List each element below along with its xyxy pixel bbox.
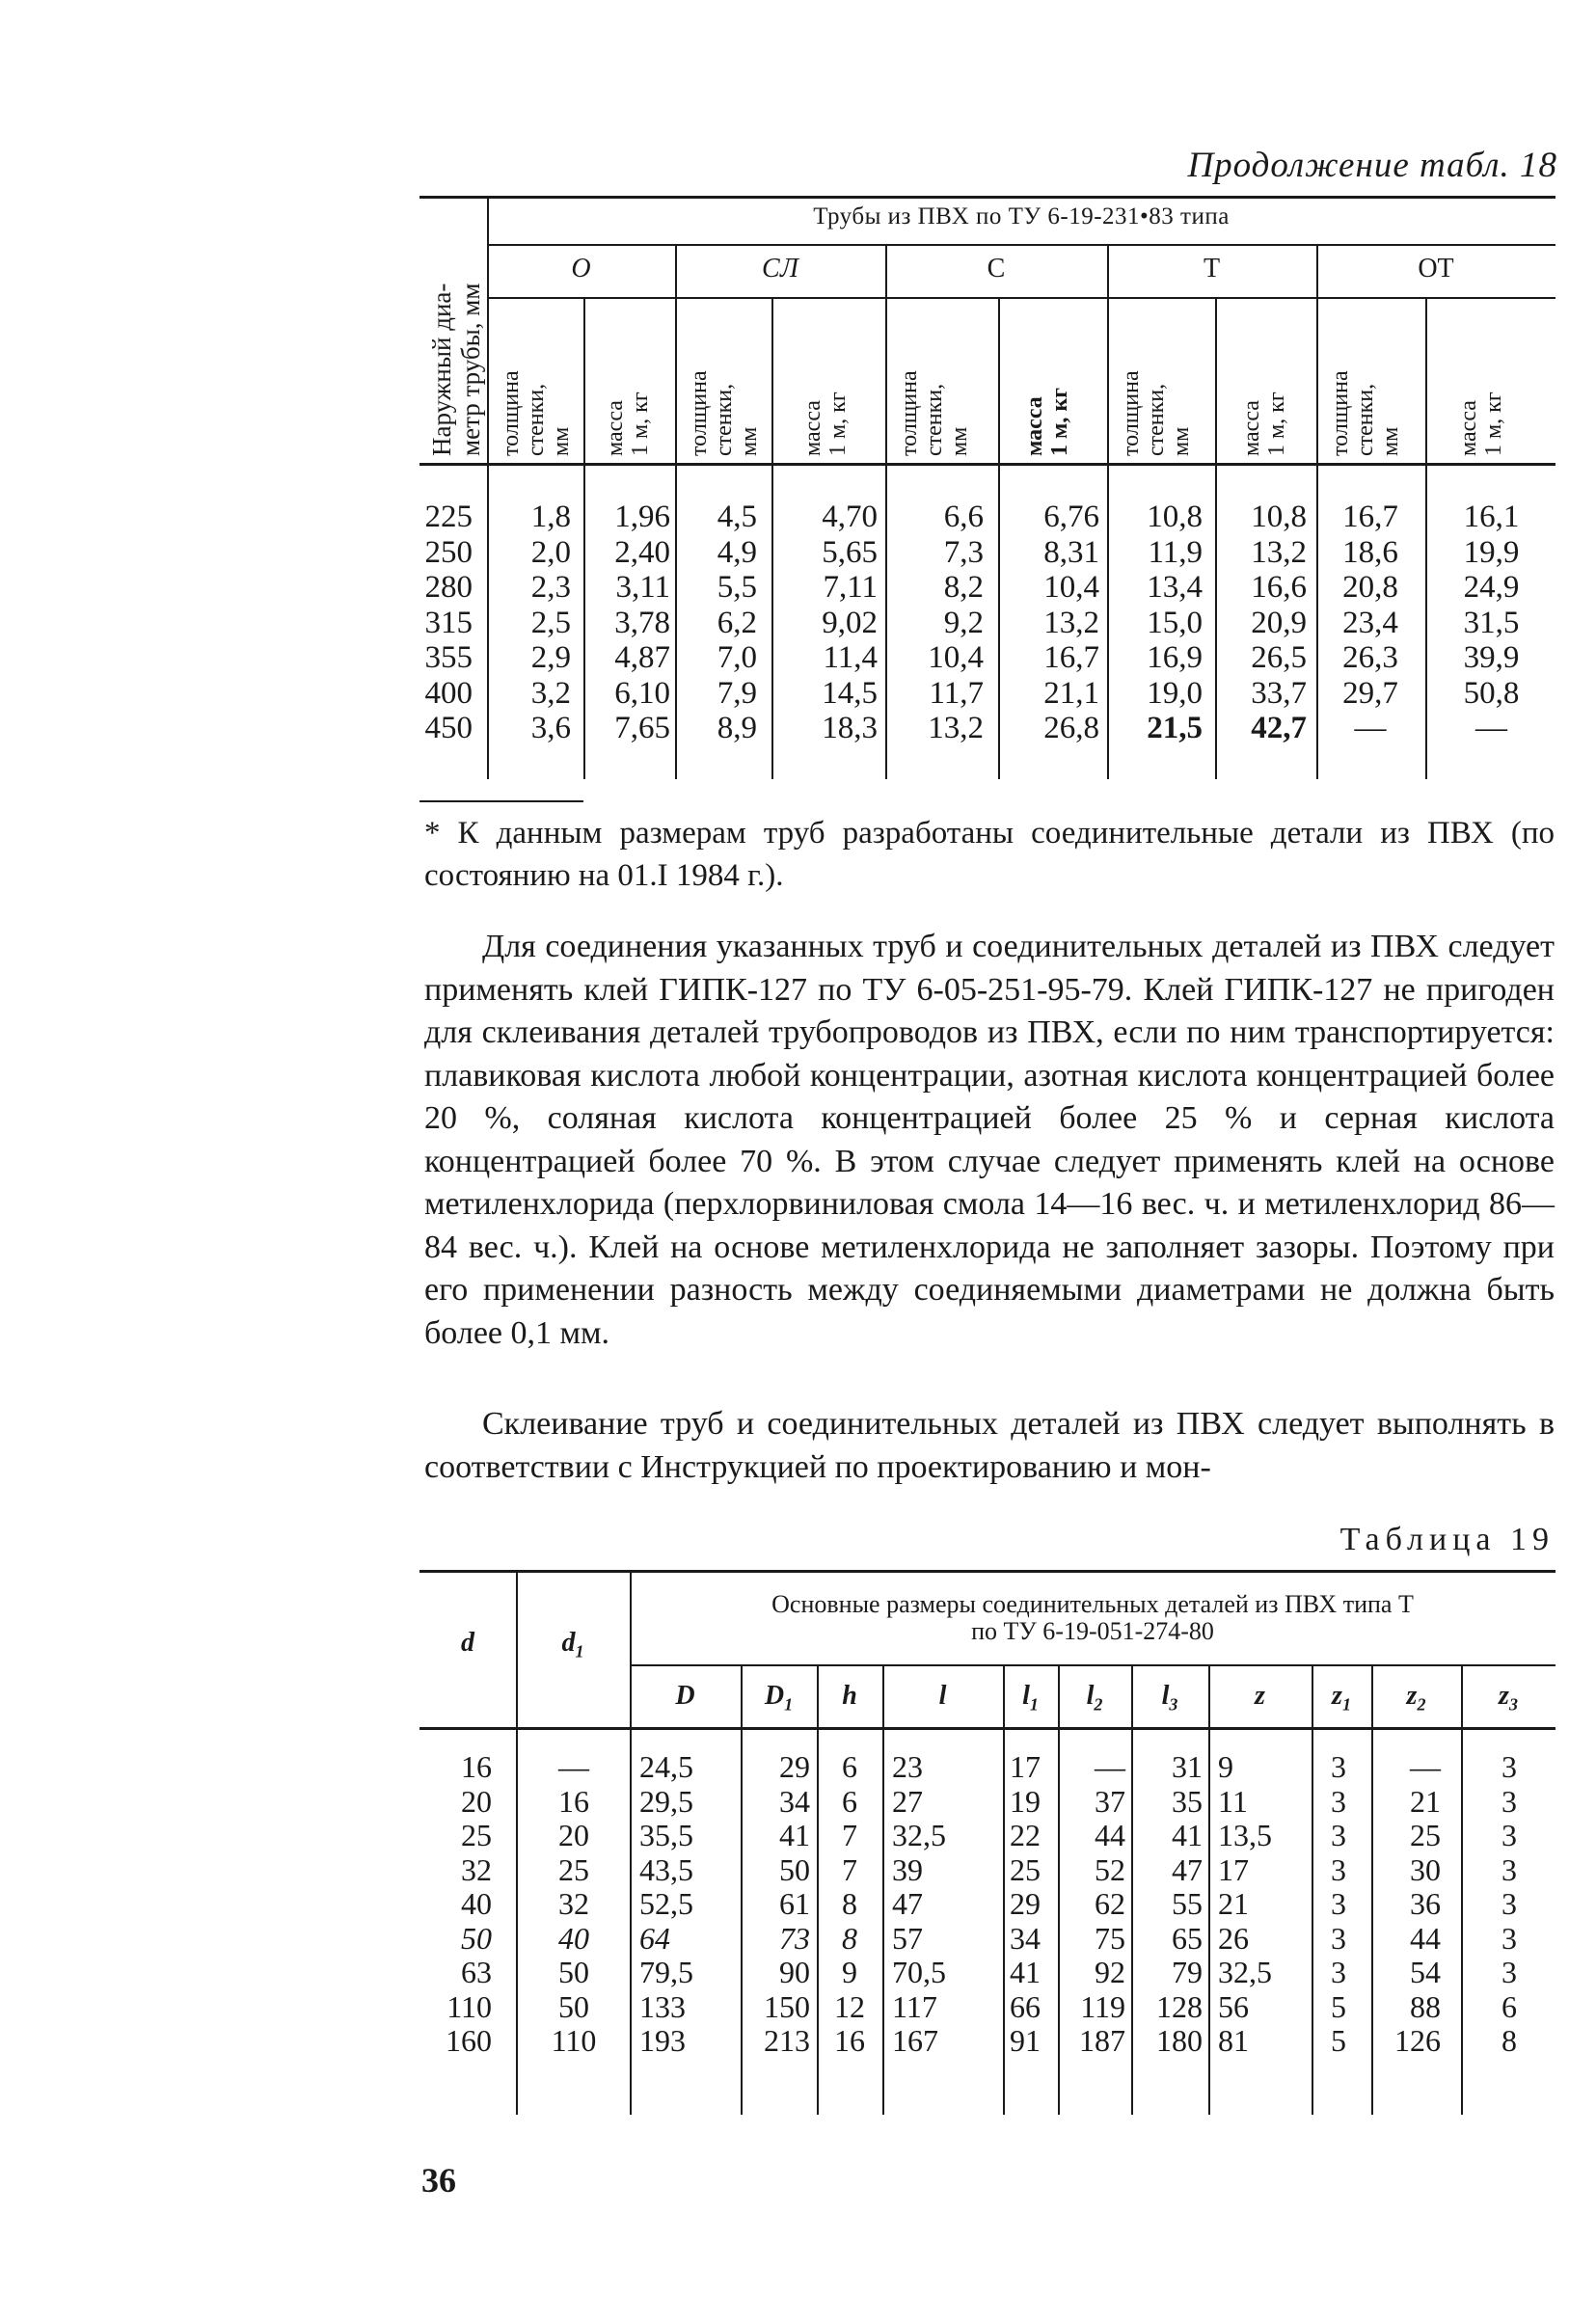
col-o-mass — [585, 500, 670, 746]
cell-l: 27 — [892, 1783, 923, 1819]
cell-d1: 25 — [558, 1851, 589, 1887]
group-s: С — [987, 254, 1006, 284]
col-t-mass — [1217, 500, 1307, 746]
top-rule — [419, 196, 1555, 199]
cell-D1: 34 — [779, 1783, 810, 1819]
cell-z2: 126 — [1394, 2023, 1441, 2058]
cell-diameter: 355 — [424, 640, 473, 675]
col-z — [1218, 1750, 1310, 2059]
cell-l1: 25 — [1010, 1851, 1041, 1887]
subheader-mass-s: масса 1 м, кг — [1022, 387, 1072, 456]
footnote-rule — [419, 800, 583, 802]
col-sl-thickness — [677, 500, 757, 746]
cell-d: 63 — [461, 1955, 492, 1989]
cell-d1: 32 — [558, 1886, 589, 1921]
col-d1 — [526, 1750, 622, 2059]
cell-z: 21 — [1218, 1886, 1249, 1921]
page-number: 36 — [421, 2161, 456, 2200]
cell-sl-thickness: 7,0 — [717, 640, 757, 675]
cell-d: 32 — [461, 1851, 492, 1887]
cell-ot-thickness: 23,4 — [1342, 605, 1398, 640]
cell-l3: 31 — [1172, 1749, 1203, 1784]
group-o: О — [571, 254, 591, 284]
col-z3 — [1463, 1750, 1555, 2059]
header-d1: $d_1$ — [561, 1628, 584, 1661]
header-z: z — [1255, 1681, 1265, 1711]
cell-z: 13,5 — [1218, 1818, 1272, 1852]
cell-l2: 62 — [1095, 1886, 1125, 1921]
cell-z3: 8 — [1501, 2023, 1517, 2058]
cell-d1: 50 — [558, 1988, 589, 2024]
cell-l2: 44 — [1095, 1818, 1125, 1852]
header-bottom-rule — [419, 1727, 1555, 1730]
body-paragraph: Для соединения указанных труб и соединительных деталей из ПВХ следует применять клей ГИПК-127 по ТУ 6-05-251-95-79. Клей ГИПК-127 не пригоден для склеивания деталей трубопроводов из ПВХ, если по ним транспортируется: плавиковая кислота любой концентрации, азотная кислота концентрацией более 20 %, соляная кислота концентрацией более 25 % и серная кислота концентрацией более 70 %. В этом случае следует применять клей на основе метиленхлорида (перхлорвиниловая смола 14—16 вес. ч. и метиленхлорид 86—84 вес. ч.). Клей на основе метиленхлорида не заполняет зазоры. Поэтому при его применении разность между соединяемыми диаметрами не должна быть более 0,1 мм. — [424, 929, 1555, 1351]
cell-d: 25 — [461, 1818, 492, 1852]
cell-t-mass: 26,5 — [1251, 640, 1307, 675]
table-continuation-caption: Продолжение табл. 18 — [1187, 146, 1557, 185]
cell-D: 64 — [639, 1920, 670, 1956]
cell-ot-mass: 39,9 — [1463, 640, 1520, 675]
cell-o-thickness: 2,5 — [530, 605, 571, 640]
cell-h: 6 — [842, 1783, 857, 1819]
cell-z1: 3 — [1331, 1818, 1346, 1852]
cell-o-mass: 7,65 — [614, 711, 670, 745]
cell-t-mass: 33,7 — [1251, 675, 1307, 711]
cell-ot-thickness: 16,7 — [1342, 500, 1398, 534]
cell-l2: 52 — [1095, 1851, 1125, 1887]
col-D1 — [743, 1750, 810, 2059]
cell-sl-thickness: 8,9 — [717, 711, 757, 745]
col-D — [639, 1750, 736, 2059]
col-l — [892, 1750, 998, 2059]
subheader-thickness-s: толщина стенки, мм — [897, 370, 972, 456]
cell-z3: 3 — [1501, 1955, 1517, 1989]
cell-D1: 41 — [779, 1818, 810, 1852]
subheader-mass-o: масса 1 м, кг — [603, 392, 653, 456]
cell-diameter: 315 — [424, 605, 473, 640]
cell-d1: 40 — [558, 1920, 589, 1956]
col-ot-thickness — [1318, 500, 1422, 746]
cell-z2: 44 — [1410, 1920, 1441, 1956]
col-sl-mass — [773, 500, 878, 746]
title-rule — [487, 244, 1555, 246]
title-rule — [630, 1664, 1555, 1666]
col-divider — [1208, 1664, 1210, 2115]
cell-t-thickness: 10,8 — [1147, 500, 1203, 534]
cell-z: 56 — [1218, 1988, 1249, 2024]
header-l: l — [938, 1681, 947, 1711]
col-ot-mass — [1427, 500, 1555, 746]
cell-h: 7 — [842, 1851, 857, 1887]
col-s-thickness — [887, 500, 984, 746]
cell-z2: 54 — [1410, 1955, 1441, 1989]
cell-d1: 16 — [558, 1783, 589, 1819]
cell-t-mass: 42,7 — [1251, 711, 1307, 745]
cell-ot-mass: 24,9 — [1463, 570, 1520, 605]
cell-D1: 90 — [779, 1955, 810, 1989]
col-divider — [1003, 1664, 1005, 2115]
cell-s-mass: 16,7 — [1043, 640, 1099, 675]
col-divider — [1312, 1664, 1313, 2115]
cell-s-thickness: 10,4 — [928, 640, 984, 675]
cell-l: 70,5 — [892, 1955, 946, 1989]
cell-z2: 25 — [1410, 1818, 1441, 1852]
cell-diameter: 450 — [424, 711, 473, 745]
cell-z3: 6 — [1501, 1988, 1517, 2024]
cell-l: 47 — [892, 1886, 923, 1921]
group-t: Т — [1203, 254, 1221, 284]
cell-l3: 128 — [1156, 1988, 1203, 2024]
cell-D1: 150 — [764, 1988, 810, 2024]
cell-t-thickness: 21,5 — [1147, 711, 1203, 745]
cell-ot-thickness: 26,3 — [1342, 640, 1398, 675]
cell-ot-thickness: — — [1354, 711, 1387, 745]
cell-s-mass: 26,8 — [1043, 711, 1099, 745]
cell-diameter: 400 — [424, 675, 473, 711]
cell-D: 52,5 — [639, 1886, 693, 1921]
cell-d1: 110 — [551, 2023, 597, 2058]
cell-z2: — — [1410, 1749, 1441, 1784]
col-z2 — [1373, 1750, 1441, 2059]
cell-l1: 19 — [1010, 1783, 1041, 1819]
cell-z2: 30 — [1410, 1851, 1441, 1887]
header-h: h — [842, 1681, 857, 1711]
subheader-mass-ot: масса 1 м, кг — [1456, 392, 1506, 456]
cell-ot-thickness: 29,7 — [1342, 675, 1398, 711]
cell-h: 9 — [842, 1955, 857, 1989]
cell-l: 117 — [892, 1988, 937, 2024]
cell-s-thickness: 8,2 — [943, 570, 984, 605]
cell-o-mass: 3,78 — [614, 605, 670, 640]
cell-z1: 3 — [1331, 1749, 1346, 1784]
cell-s-mass: 6,76 — [1043, 500, 1099, 534]
cell-diameter: 250 — [424, 534, 473, 570]
cell-o-mass: 4,87 — [614, 640, 670, 675]
cell-l1: 66 — [1010, 1988, 1041, 2024]
cell-sl-thickness: 6,2 — [717, 605, 757, 640]
body-paragraph: Склеивание труб и соединительных деталей из ПВХ следует выполнять в соответствии с Инструкцией по проектированию и мон- — [424, 1406, 1555, 1485]
cell-s-mass: 21,1 — [1043, 675, 1099, 711]
cell-t-thickness: 16,9 — [1147, 640, 1203, 675]
cell-l3: 65 — [1172, 1920, 1203, 1956]
cell-D: 29,5 — [639, 1783, 693, 1819]
cell-l3: 180 — [1156, 2023, 1203, 2058]
table-18-title: Трубы из ПВХ по ТУ 6-19-231•83 типа — [813, 203, 1230, 230]
cell-d: 40 — [461, 1886, 492, 1921]
col-l3 — [1133, 1750, 1203, 2059]
cell-D: 133 — [639, 1988, 686, 2024]
cell-D1: 61 — [779, 1886, 810, 1921]
cell-l3: 41 — [1172, 1818, 1203, 1852]
cell-s-mass: 13,2 — [1043, 605, 1099, 640]
cell-o-mass: 2,40 — [614, 534, 670, 570]
cell-ot-mass: 31,5 — [1463, 605, 1520, 640]
cell-d1: 50 — [558, 1955, 589, 1989]
cell-l1: 17 — [1010, 1749, 1041, 1784]
cell-o-thickness: 3,2 — [530, 675, 571, 711]
cell-o-mass: 6,10 — [614, 675, 670, 711]
cell-d1: 20 — [558, 1818, 589, 1852]
cell-z3: 3 — [1501, 1886, 1517, 1921]
cell-z3: 3 — [1501, 1749, 1517, 1784]
cell-s-thickness: 6,6 — [943, 500, 984, 534]
cell-l3: 35 — [1172, 1783, 1203, 1819]
group-rule — [487, 297, 1555, 299]
header-z3: $z_3$ — [1499, 1681, 1518, 1715]
cell-s-thickness: 7,3 — [943, 534, 984, 570]
cell-l1: 29 — [1010, 1886, 1041, 1921]
cell-o-thickness: 2,3 — [530, 570, 571, 605]
cell-l1: 91 — [1010, 2023, 1041, 2058]
cell-z1: 3 — [1331, 1886, 1346, 1921]
cell-ot-mass: 50,8 — [1463, 675, 1520, 711]
cell-s-mass: 8,31 — [1043, 534, 1099, 570]
cell-D1: 50 — [779, 1851, 810, 1887]
footnote: * К данным размерам труб разработаны соединительные детали из ПВХ (по состоянию на 01.I 1984 г.). — [424, 816, 1555, 893]
cell-l2: 119 — [1080, 1988, 1125, 2024]
row-header-diameter: Наружный диа- метр трубы, мм — [427, 283, 485, 456]
header-z1: $z_1$ — [1332, 1681, 1351, 1715]
cell-s-thickness: 9,2 — [943, 605, 984, 640]
cell-d: 50 — [461, 1920, 492, 1956]
cell-z: 26 — [1218, 1920, 1249, 1956]
cell-diameter: 280 — [424, 570, 473, 605]
header-bottom-rule — [419, 463, 1555, 466]
cell-z1: 3 — [1331, 1920, 1346, 1956]
cell-s-thickness: 11,7 — [929, 675, 984, 711]
cell-ot-mass: — — [1475, 711, 1507, 745]
cell-l: 57 — [892, 1920, 923, 1956]
cell-z: 81 — [1218, 2023, 1249, 2058]
header-z2: $z_2$ — [1406, 1681, 1426, 1715]
cell-sl-mass: 14,5 — [822, 675, 878, 711]
subheader-thickness-t: толщина стенки, мм — [1119, 370, 1194, 456]
cell-ot-mass: 19,9 — [1463, 534, 1520, 570]
cell-z2: 21 — [1410, 1783, 1441, 1819]
col-s-mass — [1000, 500, 1099, 746]
cell-t-mass: 20,9 — [1251, 605, 1307, 640]
cell-h: 16 — [834, 2023, 865, 2058]
cell-l3: 47 — [1172, 1851, 1203, 1887]
cell-D: 24,5 — [639, 1749, 693, 1784]
cell-l3: 79 — [1172, 1955, 1203, 1989]
cell-z1: 3 — [1331, 1851, 1346, 1887]
cell-z: 17 — [1218, 1851, 1249, 1887]
cell-z1: 3 — [1331, 1783, 1346, 1819]
col-divider — [882, 1664, 884, 2115]
cell-D1: 73 — [779, 1920, 810, 1956]
cell-D: 35,5 — [639, 1818, 693, 1852]
cell-o-mass: 3,11 — [615, 570, 670, 605]
subheader-mass-sl: масса 1 м, кг — [800, 392, 851, 456]
subheader-thickness-sl: толщина стенки, мм — [687, 370, 762, 456]
header-l3: $l_3$ — [1161, 1681, 1178, 1715]
cell-l: 39 — [892, 1851, 923, 1887]
cell-D1: 29 — [779, 1749, 810, 1784]
cell-s-mass: 10,4 — [1043, 570, 1099, 605]
cell-sl-mass: 7,11 — [823, 570, 878, 605]
cell-t-thickness: 11,9 — [1148, 534, 1203, 570]
cell-l2: 37 — [1095, 1783, 1125, 1819]
cell-diameter: 225 — [424, 500, 473, 534]
cell-sl-mass: 4,70 — [822, 500, 878, 534]
col-h — [819, 1750, 880, 2059]
cell-sl-mass: 5,65 — [822, 534, 878, 570]
cell-l1: 41 — [1010, 1955, 1041, 1989]
col-l2 — [1060, 1750, 1125, 2059]
header-D: D — [675, 1681, 695, 1711]
cell-sl-thickness: 4,9 — [717, 534, 757, 570]
subheader-mass-t: масса 1 м, кг — [1239, 392, 1289, 456]
cell-sl-thickness: 7,9 — [717, 675, 757, 711]
cell-d1: — — [558, 1749, 589, 1784]
cell-D: 79,5 — [639, 1955, 693, 1989]
cell-z3: 3 — [1501, 1851, 1517, 1887]
header-D1: $D_1$ — [764, 1681, 794, 1715]
header-d: d — [461, 1628, 474, 1658]
cell-z2: 88 — [1410, 1988, 1441, 2024]
cell-l3: 55 — [1172, 1886, 1203, 1921]
cell-l1: 22 — [1010, 1818, 1041, 1852]
cell-z3: 3 — [1501, 1783, 1517, 1819]
subheader-thickness-ot: толщина стенки, мм — [1328, 370, 1403, 456]
cell-ot-mass: 16,1 — [1463, 500, 1520, 534]
cell-l: 32,5 — [892, 1818, 946, 1852]
cell-z1: 3 — [1331, 1955, 1346, 1989]
cell-h: 6 — [842, 1749, 857, 1784]
cell-D1: 213 — [764, 2023, 810, 2058]
cell-t-thickness: 19,0 — [1147, 675, 1203, 711]
col-diameter — [419, 500, 473, 746]
cell-l2: — — [1095, 1749, 1125, 1784]
top-rule — [419, 1570, 1555, 1573]
col-o-thickness — [489, 500, 571, 746]
header-l1: $l_1$ — [1022, 1681, 1039, 1715]
cell-d: 20 — [461, 1783, 492, 1819]
cell-D: 43,5 — [639, 1851, 693, 1887]
cell-sl-thickness: 5,5 — [717, 570, 757, 605]
col-l1 — [1010, 1750, 1058, 2059]
cell-d: 160 — [446, 2023, 492, 2058]
cell-t-mass: 10,8 — [1251, 500, 1307, 534]
cell-t-thickness: 13,4 — [1147, 570, 1203, 605]
cell-z1: 5 — [1331, 1988, 1346, 2024]
cell-z3: 3 — [1501, 1920, 1517, 1956]
cell-sl-mass: 9,02 — [822, 605, 878, 640]
cell-h: 8 — [842, 1886, 857, 1921]
cell-z2: 36 — [1410, 1886, 1441, 1921]
cell-o-thickness: 3,6 — [530, 711, 571, 745]
cell-l2: 187 — [1079, 2023, 1125, 2058]
cell-h: 8 — [842, 1920, 857, 1956]
cell-d: 16 — [461, 1749, 492, 1784]
cell-o-thickness: 2,9 — [530, 640, 571, 675]
group-ot: ОТ — [1418, 254, 1454, 284]
cell-d: 110 — [446, 1988, 492, 2024]
cell-l2: 92 — [1095, 1955, 1125, 1989]
col-t-thickness — [1109, 500, 1203, 746]
cell-D: 193 — [639, 2023, 686, 2058]
cell-z: 32,5 — [1218, 1955, 1272, 1989]
cell-z1: 5 — [1331, 2023, 1346, 2058]
cell-h: 12 — [834, 1988, 865, 2024]
cell-o-mass: 1,96 — [614, 500, 670, 534]
cell-sl-thickness: 4,5 — [717, 500, 757, 534]
cell-z3: 3 — [1501, 1818, 1517, 1852]
table-19-caption: Таблица 19 — [1339, 1522, 1555, 1557]
cell-h: 7 — [842, 1818, 857, 1852]
table-19 — [419, 1570, 1555, 2115]
col-divider — [630, 1570, 632, 2115]
cell-ot-thickness: 18,6 — [1342, 534, 1398, 570]
header-l2: $l_2$ — [1086, 1681, 1103, 1715]
table-19-title: Основные размеры соединительных деталей из ПВХ типа Т по ТУ 6-19-051-274-80 — [771, 1590, 1414, 1645]
cell-ot-thickness: 20,8 — [1342, 570, 1398, 605]
cell-s-thickness: 13,2 — [928, 711, 984, 745]
cell-o-thickness: 1,8 — [530, 500, 571, 534]
subheader-thickness-o: толщина стенки, мм — [499, 370, 574, 456]
group-sl: СЛ — [762, 254, 798, 284]
cell-t-mass: 16,6 — [1251, 570, 1307, 605]
cell-t-thickness: 15,0 — [1147, 605, 1203, 640]
cell-t-mass: 13,2 — [1251, 534, 1307, 570]
cell-o-thickness: 2,0 — [530, 534, 571, 570]
col-d — [419, 1750, 492, 2059]
cell-sl-mass: 11,4 — [823, 640, 878, 675]
cell-l: 167 — [892, 2023, 938, 2058]
table-18 — [419, 196, 1555, 784]
cell-l: 23 — [892, 1749, 923, 1784]
cell-l2: 75 — [1095, 1920, 1125, 1956]
col-z1 — [1331, 1750, 1369, 2059]
cell-z: 11 — [1218, 1783, 1248, 1819]
cell-sl-mass: 18,3 — [822, 711, 878, 745]
cell-l1: 34 — [1010, 1920, 1041, 1956]
cell-z: 9 — [1218, 1749, 1233, 1784]
